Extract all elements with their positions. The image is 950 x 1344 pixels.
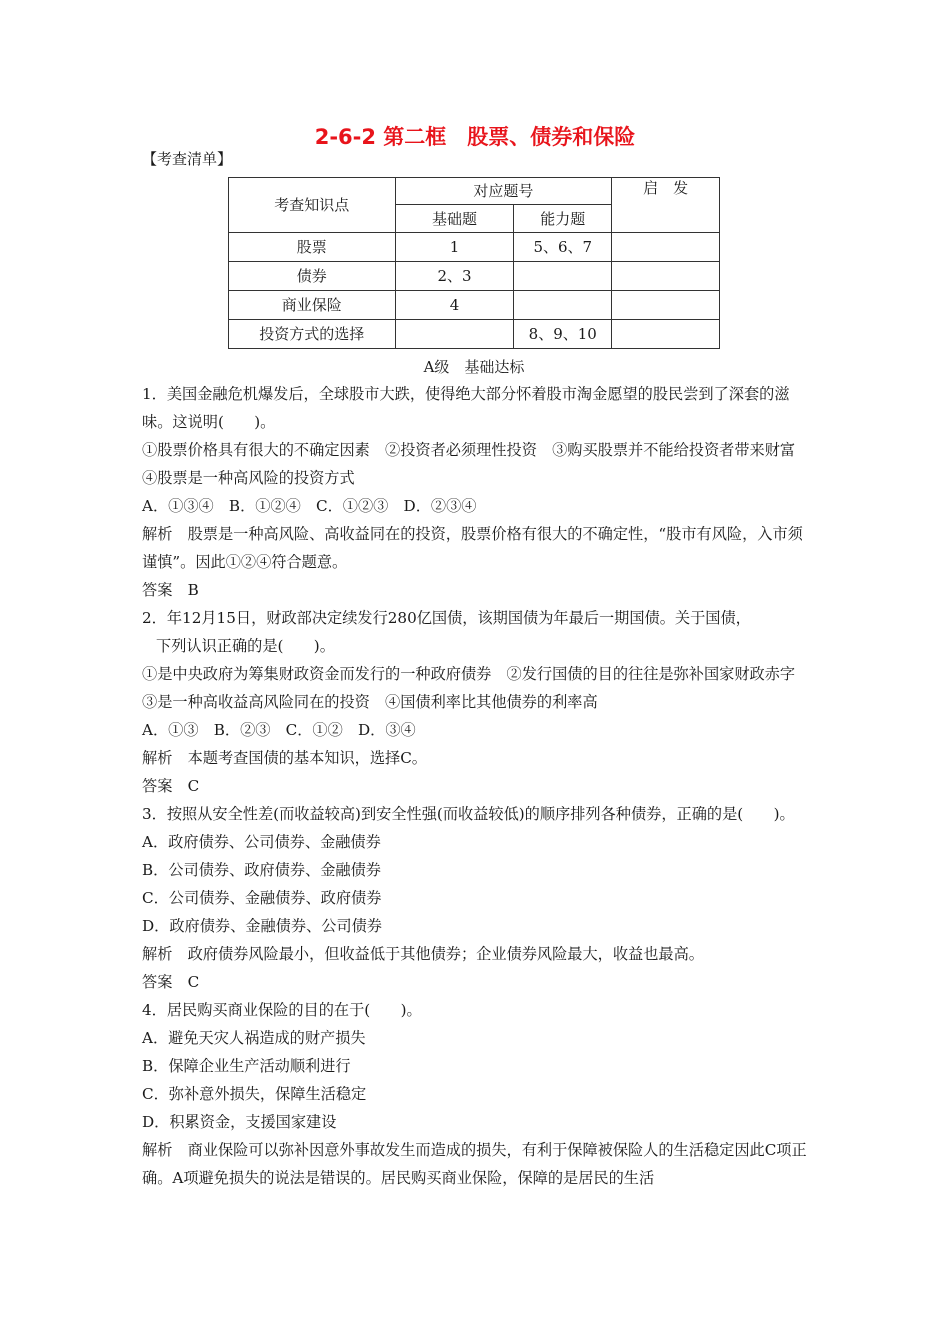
topic-cell: 股票 (229, 233, 396, 262)
option-a: A．政府债券、公司债券、金融债券 (142, 833, 381, 851)
question-stem-continued: 下列认识正确的是( )。 (156, 637, 335, 655)
table-row (229, 291, 720, 320)
header-insight: 启 发 (612, 178, 720, 233)
insight-cell (612, 262, 720, 291)
question-stem: 3．按照从安全性差(而收益较高)到安全性强(而收益较低)的顺序排列各种债券，正确的是( )。 (142, 805, 795, 823)
basic-cell: 4 (395, 291, 514, 320)
insight-cell (612, 233, 720, 262)
question-stem: 2．年12月15日，财政部决定续发行280亿国债，该期国债为年最后一期国债。关于国债， (142, 609, 751, 627)
ability-cell (514, 291, 612, 320)
question-answer: 答案 B (142, 581, 199, 599)
ability-cell: 8、9、10 (514, 320, 612, 349)
ability-cell (514, 262, 612, 291)
option-a: A．避免天灾人祸造成的财产损失 (142, 1029, 366, 1047)
question-options: A．①③④ B．①②④ C．①②③ D．②③④ (142, 497, 477, 515)
basic-cell: 2、3 (395, 262, 514, 291)
table-row (229, 262, 720, 291)
question-analysis: 解析 商业保险可以弥补因意外事故发生而造成的损失，有利于保障被保险人的生活稳定因此C项正确。A项避免损失的说法是错误的。居民购买商业保险，保障的是居民的生活 (142, 1141, 807, 1187)
option-c: C．弥补意外损失，保障生活稳定 (142, 1085, 367, 1103)
basic-cell (395, 320, 514, 349)
option-b: B．保障企业生产活动顺利进行 (142, 1057, 351, 1075)
question-options: A．①③ B．②③ C．①② D．③④ (142, 721, 416, 739)
question-stem: 1．美国金融危机爆发后，全球股市大跌，使得绝大部分怀着股市淘金愿望的股民尝到了深套的滋味。这说明( )。 (142, 385, 790, 431)
insight-cell (612, 291, 720, 320)
option-c: C．公司债券、金融债券、政府债券 (142, 889, 382, 907)
question-answer: 答案 C (142, 973, 200, 991)
option-d: D．政府债券、金融债券、公司债券 (142, 917, 382, 935)
page-title: 2-6-2 第二框 股票、债券和保险 (314, 125, 636, 149)
question-analysis: 解析 股票是一种高风险、高收益同在的投资，股票价格有很大的不确定性，“股市有风险，入市须谨慎”。因此①②④符合题意。 (142, 525, 803, 571)
question-statements: ①股票价格具有很大的不确定因素 ②投资者必须理性投资 ③购买股票并不能给投资者带来财富 ④股票是一种高风险的投资方式 (142, 441, 811, 487)
questions-body (142, 380, 810, 1192)
question-analysis: 解析 本题考查国债的基本知识，选择C。 (142, 749, 427, 767)
table-row (229, 233, 720, 262)
header-basic: 基础题 (395, 205, 514, 233)
table-row (229, 320, 720, 349)
checklist-label: 【考查清单】 (142, 150, 233, 168)
question-answer: 答案 C (142, 777, 200, 795)
question-stem: 4．居民购买商业保险的目的在于( )。 (142, 1001, 422, 1019)
ability-cell: 5、6、7 (514, 233, 612, 262)
option-d: D．积累资金，支援国家建设 (142, 1113, 337, 1131)
level-heading: A级 基础达标 (423, 358, 525, 376)
checklist-table (228, 177, 720, 349)
question-statements: ①是中央政府为筹集财政资金而发行的一种政府债券 ②发行国债的目的往往是弥补国家财政赤字 ③是一种高收益高风险同在的投资 ④国债利率比其他债券的利率高 (142, 665, 811, 711)
header-knowledge: 考查知识点 (229, 178, 396, 233)
option-b: B．公司债券、政府债券、金融债券 (142, 861, 381, 879)
header-ability: 能力题 (514, 205, 612, 233)
topic-cell: 债券 (229, 262, 396, 291)
basic-cell: 1 (395, 233, 514, 262)
insight-cell (612, 320, 720, 349)
header-questions: 对应题号 (395, 178, 612, 205)
topic-cell: 商业保险 (229, 291, 396, 320)
topic-cell: 投资方式的选择 (229, 320, 396, 349)
table-header-row (229, 178, 720, 205)
question-analysis: 解析 政府债券风险最小，但收益低于其他债券；企业债券风险最大，收益也最高。 (142, 945, 704, 963)
